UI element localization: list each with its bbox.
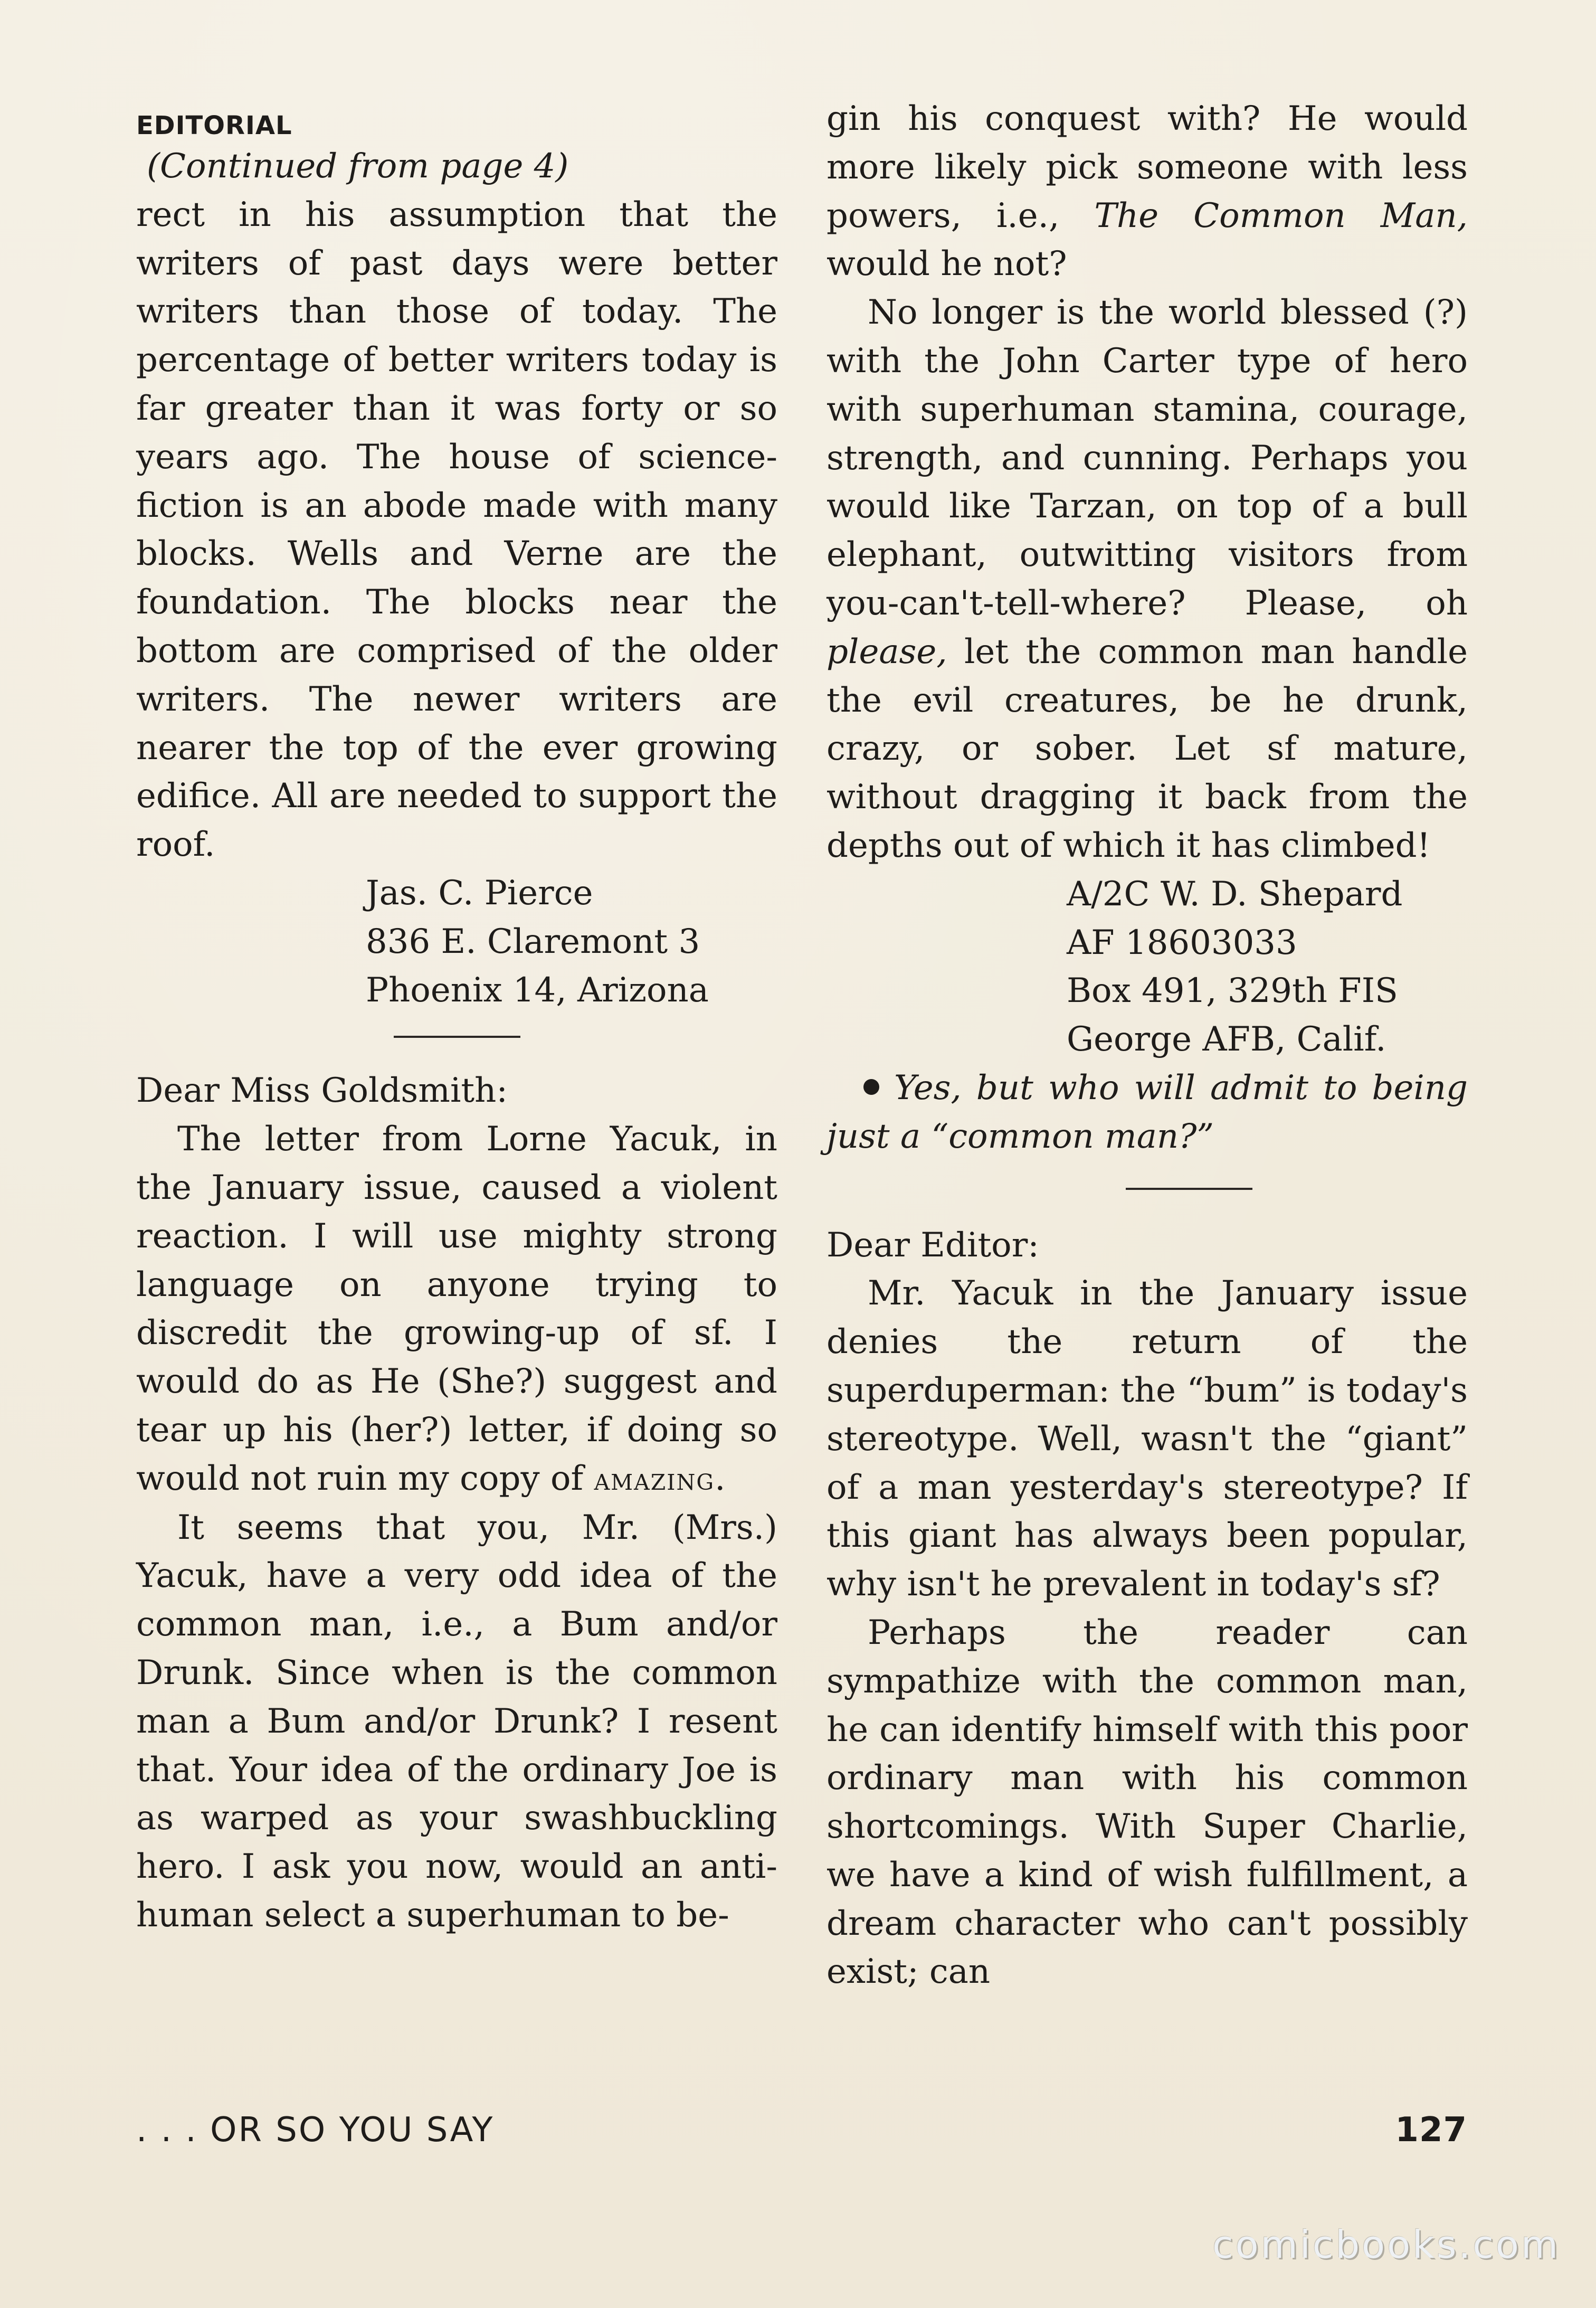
site-watermark: comicbooks.com [1212, 2222, 1560, 2267]
letter-paragraph: rect in his assumption that the writers of past days were better writers than those of today. The percentage of better writers today is far greater than it was forty or so years ago. The house of science-fiction is an abode made with many blocks. Wells and Verne are the foundation. The blocks near the bottom are comprised of the older writers. The newer writers are nearer the top of the ever growing edifice. All are needed to support the roof. [136, 195, 777, 865]
letter-paragraph: gin his conquest with? He would more likely pick someone with less powers, i.e., The Common Man, would he not? [826, 99, 1468, 284]
bullet-icon [863, 1079, 879, 1095]
left-column [136, 95, 777, 1940]
letter-paragraph: It seems that you, Mr. (Mrs.) Yacuk, have a very odd idea of the common man, i.e., a Bum and/or Drunk. Since when is the common man a Bum and/or Drunk? I resent that. Your idea of the ordinary Joe is as warped as your swashbuckling hero. I ask you now, would an anti-human select a superhuman to be- [136, 1508, 777, 1935]
letter-paragraph: The letter from Lorne Yacuk, in the January issue, caused a violent reaction. I will use mighty strong language on anyone trying to discredit the growing-up of sf. I would do as He (She?) suggest and tear up his (her?) letter, if doing so would not ruin my copy of amazing. [136, 1120, 777, 1498]
divider-rule [394, 1036, 520, 1038]
signature-line: Box 491, 329th FIS [1067, 971, 1398, 1011]
signature-line: 836 E. Claremont 3 [366, 922, 700, 961]
letter-paragraph: No longer is the world blessed (?) with the John Carter type of hero with superhuman stamina, courage, strength, and cunning. Perhaps you would like Tarzan, on top of a bull elephant, outwitting visitors from you-can't-tell-where? Please, oh please, let the common man handle the evil creatures, be he drunk, crazy, or sober. Let sf mature, without dragging it back from the depths out of which it has climbed! [826, 293, 1468, 865]
divider-rule [1126, 1188, 1252, 1190]
continued-note: (Continued from page 4) [147, 147, 569, 186]
letter-salutation: Dear Editor: [826, 1225, 1039, 1265]
letter-paragraph: Perhaps the reader can sympathize with the common man, he can identify himself with this poor ordinary man with his common shortcomings. With Super Charlie, we have a kind of wish fulfillment, a dream character who can't possibly exist; can [826, 1613, 1468, 1992]
signature-line: Jas. C. Pierce [366, 873, 593, 913]
magazine-name: amazing [594, 1461, 715, 1497]
editor-reply: Yes, but who will admit to being just a “common man?” [826, 1068, 1468, 1156]
signature-line: A/2C W. D. Shepard [1067, 874, 1403, 914]
section-header: EDITORIAL [136, 111, 292, 140]
letter-salutation: Dear Miss Goldsmith: [136, 1071, 508, 1111]
right-column [826, 95, 1468, 1997]
letter-signature [136, 869, 777, 1015]
letter-paragraph: Mr. Yacuk in the January issue denies the return of the superduperman: the “bum” is today's stereotype. Well, wasn't the “giant” of a man yesterday's stereotype? If this giant has always been popular, why isn't he prevalent in today's sf? [826, 1274, 1468, 1604]
signature-line: Phoenix 14, Arizona [366, 970, 709, 1010]
letter-signature [826, 871, 1468, 1064]
signature-line: George AFB, Calif. [1067, 1020, 1386, 1060]
emphasis-text: please, [826, 632, 947, 671]
page-number: 127 [1395, 2111, 1467, 2150]
emphasis-text: The Common Man, [1094, 196, 1468, 235]
running-footer: . . . OR SO YOU SAY [136, 2111, 495, 2150]
signature-line: AF 18603033 [1067, 923, 1297, 962]
